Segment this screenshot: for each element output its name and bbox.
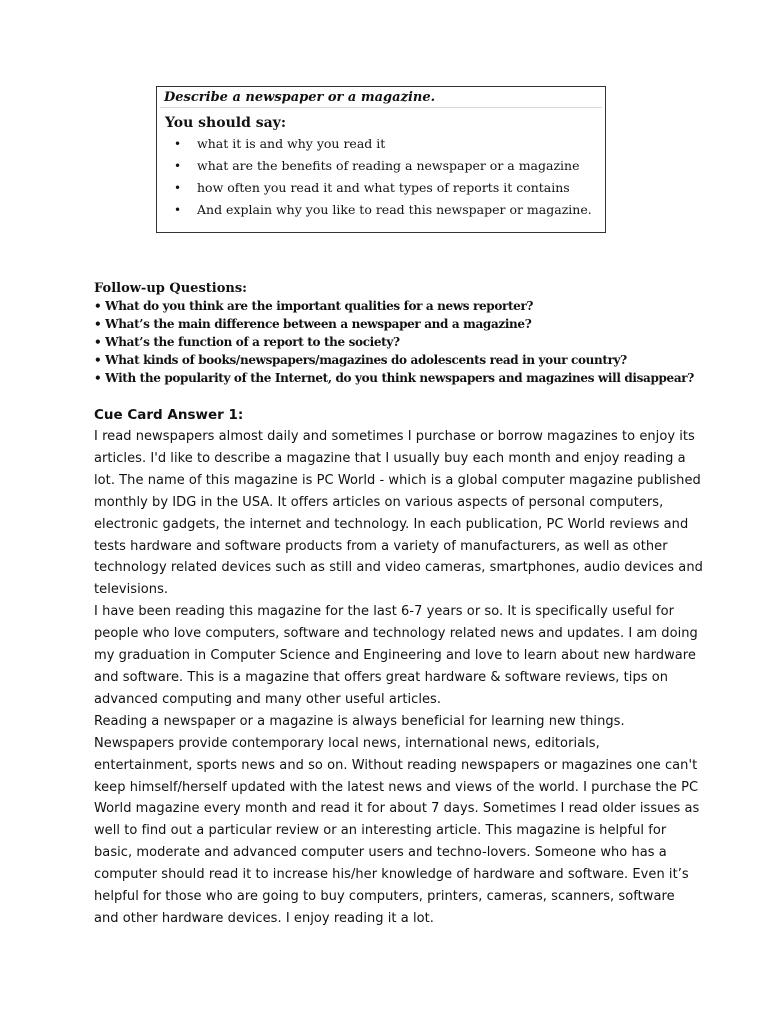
answer-line: electronic gadgets, the internet and technology. In each publication, PC World reviews and: [94, 516, 689, 532]
answer-line: well to find out a particular review or an interesting article. This magazine is helpful for: [94, 823, 667, 839]
followup-section: [94, 280, 694, 387]
cue-card-item-text: what are the benefits of reading a newspaper or a magazine: [197, 158, 580, 173]
bullet-icon: •: [174, 159, 182, 173]
answer-line: monthly by IDG in the USA. It offers articles on various aspects of personal computers,: [94, 494, 664, 510]
followup-question: • What’s the function of a report to the society?: [94, 335, 400, 349]
cue-card-list: [157, 133, 605, 221]
answer-line: keep himself/herself updated with the latest news and views of the world. I purchase the PC: [94, 779, 699, 795]
answer-line: lot. The name of this magazine is PC World - which is a global computer magazine published: [94, 472, 701, 488]
followup-question: • What do you think are the important qualities for a news reporter?: [94, 299, 534, 313]
answer-line: helpful for those who are going to buy computers, printers, cameras, scanners, software: [94, 889, 675, 905]
answer-line: World magazine every month and read it for about 7 days. Sometimes I read older issues as: [94, 801, 700, 817]
answer-line: Reading a newspaper or a magazine is always beneficial for learning new things.: [94, 713, 625, 729]
cue-card-title: Describe a newspaper or a magazine.: [160, 89, 602, 108]
answer-title: Cue Card Answer 1:: [94, 407, 244, 423]
answer-line: and software. This is a magazine that offers great hardware & software reviews, tips on: [94, 669, 669, 685]
answer-section: [94, 404, 703, 930]
answer-body: [94, 426, 703, 930]
answer-line: entertainment, sports news and so on. Without reading newspapers or magazines one can't: [94, 757, 698, 773]
cue-card-item: [157, 133, 605, 155]
cue-card-item-text: And explain why you like to read this newspaper or magazine.: [197, 202, 592, 217]
answer-line: Newspapers provide contemporary local news, international news, editorials,: [94, 735, 600, 751]
followup-list: [94, 297, 694, 387]
answer-line: computer should read it to increase his/her knowledge of hardware and software. Even it’s: [94, 867, 689, 883]
followup-question: • What’s the main difference between a newspaper and a magazine?: [94, 317, 532, 331]
answer-line: and other hardware devices. I enjoy reading it a lot.: [94, 910, 434, 926]
answer-line: I have been reading this magazine for the last 6-7 years or so. It is specifically useful for: [94, 604, 674, 620]
cue-card-item: [157, 199, 605, 221]
answer-line: tests hardware and software products from a variety of manufacturers, as well as other: [94, 538, 668, 554]
followup-question: • What kinds of books/newspapers/magazines do adolescents read in your country?: [94, 353, 627, 367]
answer-line: televisions.: [94, 582, 169, 598]
answer-line: basic, moderate and advanced computer users and techno-lovers. Someone who has a: [94, 845, 667, 861]
answer-line: my graduation in Computer Science and Engineering and love to learn about new hardware: [94, 648, 696, 664]
cue-card-lead: You should say:: [165, 115, 286, 131]
cue-card-item: [157, 155, 605, 177]
answer-line: articles. I'd like to describe a magazine that I usually buy each month and enjoy reading a: [94, 450, 686, 466]
answer-line: advanced computing and many other useful articles.: [94, 691, 442, 707]
answer-line: I read newspapers almost daily and sometimes I purchase or borrow magazines to enjoy its: [94, 429, 695, 444]
bullet-icon: •: [174, 137, 182, 151]
answer-line: technology related devices such as still and video cameras, smartphones, audio devices and: [94, 560, 703, 576]
cue-card-item: [157, 177, 605, 199]
followup-title: Follow-up Questions:: [94, 281, 247, 296]
bullet-icon: •: [174, 203, 182, 217]
followup-question: • With the popularity of the Internet, do you think newspapers and magazines will disappear?: [94, 371, 694, 385]
answer-line: people who love computers, software and technology related news and updates. I am doing: [94, 626, 698, 642]
cue-card-item-text: what it is and why you read it: [197, 136, 386, 151]
cue-card-item-text: how often you read it and what types of reports it contains: [197, 180, 570, 195]
cue-card-box: [156, 86, 606, 233]
bullet-icon: •: [174, 181, 182, 195]
